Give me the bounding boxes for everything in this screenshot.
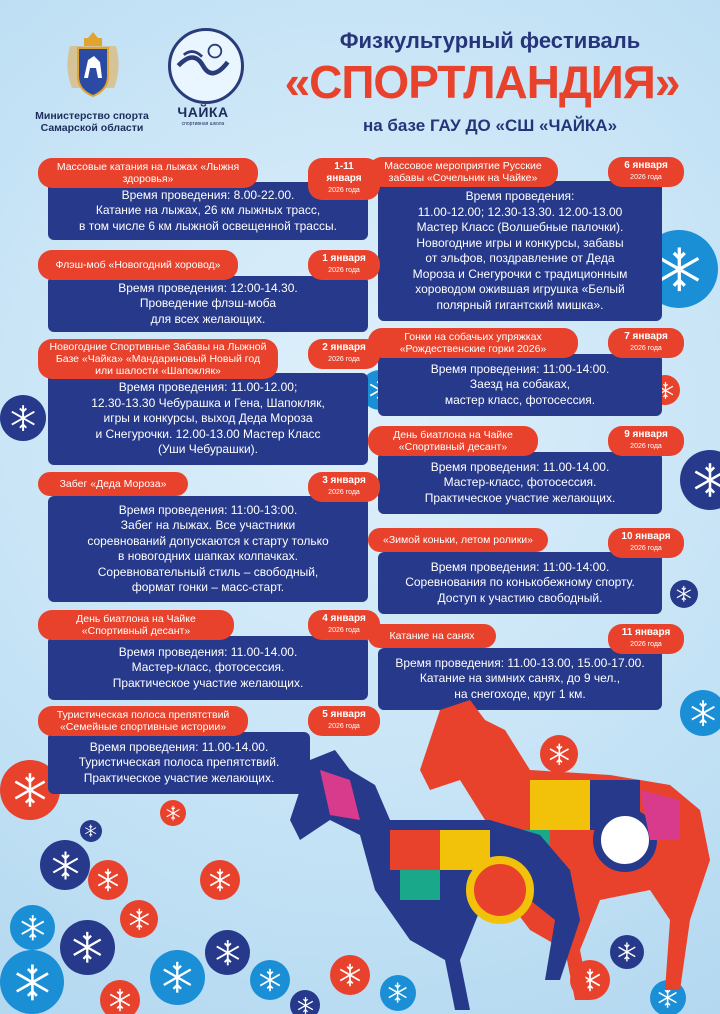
event-date: 4 января 2026 года xyxy=(308,610,380,640)
event-title: «Зимой коньки, летом ролики» xyxy=(368,528,548,552)
event-title: Новогодние Спортивные Забавы на Лыжной Базе «Чайка» «Мандариновый Новый год или шалости «Шапокляк» xyxy=(38,339,278,379)
event-date: 1 января 2026 года xyxy=(308,250,380,280)
logo-subtitle: спортивная школа xyxy=(181,121,225,127)
snowflake-icon xyxy=(680,450,720,510)
event-date: 10 января 2026 года xyxy=(608,528,684,558)
header xyxy=(0,0,720,150)
event-title: День биатлона на Чайке «Спортивный десант» xyxy=(368,426,538,456)
festival-label: Физкультурный фестиваль xyxy=(339,28,641,53)
event-date: 1-11 января 2026 года xyxy=(308,158,380,200)
horses-illustration-icon xyxy=(280,690,720,1014)
snowflake-icon xyxy=(205,930,250,975)
festival-name: «СПОРТЛАНДИЯ» xyxy=(284,56,680,108)
snowflake-icon xyxy=(100,980,140,1014)
logo-name: ЧАЙКА xyxy=(177,104,229,120)
snowflake-icon xyxy=(200,860,240,900)
event-description: Время проведения: 11:00-14:00. Заезд на собаках, мастер класс, фотосессия. xyxy=(378,354,662,416)
snowflake-icon xyxy=(60,920,115,975)
snowflake-icon xyxy=(160,800,186,826)
event-date: 6 января 2026 года xyxy=(608,157,684,187)
event-description: Время проведения: 8.00-22.00. Катание на лыжах, 26 км лыжных трасс, в том числе 6 км лыжной освещенной трассы. xyxy=(48,182,368,240)
event-title: Катание на санях xyxy=(368,624,496,648)
event-description: Время проведения: 11:00-13:00. Забег на лыжах. Все участники соревнований допускаются к старту только в новогодних шапках колпачках. Соревновательный стиль – свободный, формат гонки – масс-старт. xyxy=(48,496,368,602)
event-description: Время проведения: 11.00-14.00. Мастер-класс, фотосессия. Практическое участие желающих. xyxy=(378,452,662,514)
event-title: Массовые катания на лыжах «Лыжня здоровья» xyxy=(38,158,258,188)
ministry-label: Министерство спорта Самарской области xyxy=(35,110,149,134)
chaika-logo-icon xyxy=(168,28,244,104)
event-description: Время проведения: 11.00-14.00. Туристическая полоса препятствий. Практическое участие желающих. xyxy=(48,732,310,794)
event-title: Гонки на собачьих упряжках «Рождественские горки 2026» xyxy=(368,328,578,358)
event-title: Забег «Деда Мороза» xyxy=(38,472,188,496)
event-title: День биатлона на Чайке «Спортивный десант» xyxy=(38,610,234,640)
snowflake-icon xyxy=(10,905,55,950)
event-date: 3 января 2026 года xyxy=(308,472,380,502)
snowflake-icon xyxy=(80,820,102,842)
event-date: 11 января 2026 года xyxy=(608,624,684,654)
event-description: Время проведения: 11.00-13.00, 15.00-17.00. Катание на зимних санях, до 9 чел., на снегоходе, круг 1 км. xyxy=(378,648,662,710)
event-date: 5 января 2026 года xyxy=(308,706,380,736)
event-date: 2 января 2026 года xyxy=(308,339,380,369)
festival-place: на базе ГАУ ДО «СШ «ЧАЙКА» xyxy=(362,116,618,135)
event-description: Время проведения: 11.00-12.00; 12.30-13.30 Чебурашка и Гена, Шапокляк, игры и конкурсы, выход Деда Мороза и Снегурочки. 12.00-13.00 Мастер Класс (Уши Чебурашки). xyxy=(48,373,368,465)
snowflake-icon xyxy=(150,950,205,1005)
event-description: Время проведения: 11.00-14.00. Мастер-класс, фотосессия. Практическое участие желающих. xyxy=(48,636,368,700)
event-description: Время проведения: 11:00-14:00. Соревнования по конькобежному спорту. Доступ к участию свободный. xyxy=(378,552,662,614)
event-title: Флэш-моб «Новогодний хоровод» xyxy=(38,250,238,280)
snowflake-icon xyxy=(120,900,158,938)
snowflake-icon xyxy=(670,580,698,608)
coat-of-arms-icon xyxy=(62,28,124,104)
event-description: Время проведения: 11.00-12.00; 12.30-13.30. 12.00-13.00 Мастер Класс (Волшебные палочки). Новогодние игры и конкурсы, забавы от эльфов, поздравление от Деда Мороза и Снегурочки с традиционным хороводом ожившая игрушка «Белый полярный гигантский мишка». xyxy=(378,181,662,321)
snowflake-icon xyxy=(40,840,90,890)
snowflake-icon xyxy=(0,950,64,1014)
snowflake-icon xyxy=(88,860,128,900)
event-date: 7 января 2026 года xyxy=(608,328,684,358)
snowflake-icon xyxy=(0,395,46,441)
event-date: 9 января 2026 года xyxy=(608,426,684,456)
event-title: Туристическая полоса препятствий «Семейные спортивные истории» xyxy=(38,706,248,736)
event-description: Время проведения: 12:00-14.30. Проведение флэш-моба для всех желающих. xyxy=(48,276,368,332)
event-title: Массовое мероприятие Русские забавы «Сочельник на Чайке» xyxy=(368,157,558,187)
